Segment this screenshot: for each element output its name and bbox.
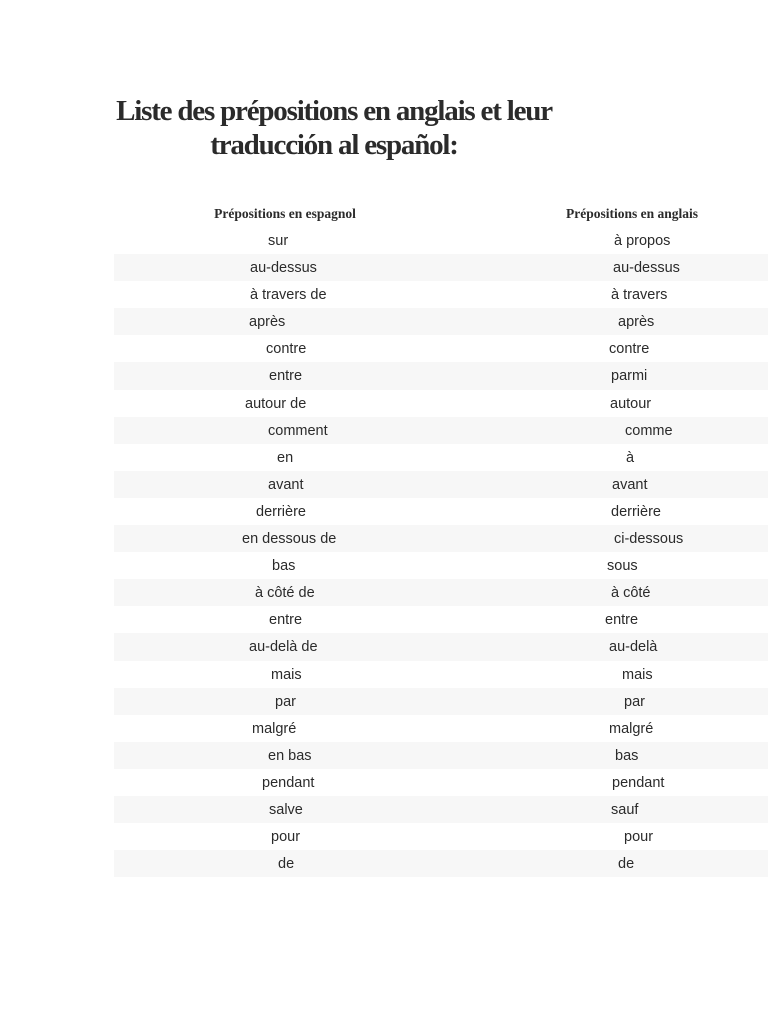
cell-spanish: en — [277, 449, 294, 466]
table-row — [114, 742, 768, 769]
cell-english: bas — [615, 747, 639, 764]
prepositions-table — [114, 200, 768, 877]
table-row — [114, 769, 768, 796]
table-row — [114, 661, 768, 688]
table-row — [114, 606, 768, 633]
table-row — [114, 823, 768, 850]
cell-english: à côté — [611, 585, 651, 602]
table-row — [114, 227, 768, 254]
cell-spanish: en bas — [268, 747, 312, 764]
cell-spanish: à travers de — [250, 287, 327, 304]
cell-english: à travers — [611, 287, 668, 304]
cell-english: malgré — [609, 720, 654, 737]
cell-spanish: entre — [269, 612, 303, 629]
cell-spanish: malgré — [252, 720, 297, 737]
cell-english: entre — [605, 612, 639, 629]
cell-spanish: au-dessus — [250, 260, 317, 277]
cell-english: de — [618, 856, 635, 873]
cell-english: derrière — [611, 503, 661, 520]
table-row — [114, 281, 768, 308]
cell-english: mais — [622, 666, 653, 683]
cell-spanish: derrière — [256, 503, 306, 520]
cell-spanish: pour — [271, 829, 301, 846]
table-row — [114, 417, 768, 444]
table-row — [114, 308, 768, 335]
table-row — [114, 715, 768, 742]
cell-spanish: avant — [268, 476, 304, 493]
cell-spanish: salve — [269, 801, 303, 818]
table-row — [114, 390, 768, 417]
cell-spanish: à côté de — [255, 585, 315, 602]
table-row — [114, 552, 768, 579]
cell-english: à — [626, 449, 635, 466]
cell-english: à propos — [614, 233, 671, 249]
table-row — [114, 471, 768, 498]
table-row — [114, 498, 768, 525]
table-row — [114, 444, 768, 471]
cell-english: ci-dessous — [614, 531, 684, 548]
cell-spanish: de — [278, 856, 295, 873]
cell-spanish: au-delà de — [249, 639, 318, 656]
cell-english: pendant — [612, 774, 665, 791]
cell-english: pour — [624, 829, 654, 846]
cell-spanish: contre — [266, 341, 307, 358]
cell-spanish: par — [275, 693, 296, 710]
header-english: Prépositions en anglais — [565, 206, 699, 221]
cell-english: par — [624, 693, 645, 710]
table-row — [114, 850, 768, 877]
cell-spanish: sur — [268, 233, 289, 249]
table-body — [114, 227, 768, 877]
table-row — [114, 335, 768, 362]
table-row — [114, 633, 768, 660]
cell-english: au-delà — [609, 639, 658, 656]
cell-spanish: entre — [269, 368, 303, 385]
cell-english: au-dessus — [613, 260, 680, 277]
cell-english: comme — [625, 422, 673, 439]
cell-english: sauf — [611, 801, 639, 818]
header-spanish: Prépositions en espagnol — [214, 206, 356, 221]
cell-english: autour — [610, 395, 652, 412]
page-title: Liste des prépositions en anglais et leur traducción al español: — [116, 95, 552, 161]
cell-english: parmi — [611, 368, 648, 385]
table-row — [114, 362, 768, 389]
cell-spanish: comment — [268, 422, 328, 439]
table-row — [114, 525, 768, 552]
table-row — [114, 688, 768, 715]
cell-spanish: pendant — [262, 774, 315, 791]
cell-english: avant — [612, 476, 648, 493]
cell-english: contre — [609, 341, 650, 358]
cell-english: après — [618, 314, 655, 331]
cell-spanish: en dessous de — [242, 531, 337, 548]
table-row — [114, 579, 768, 606]
cell-spanish: autour de — [245, 395, 307, 412]
cell-spanish: après — [249, 314, 286, 331]
table-header — [114, 200, 768, 227]
cell-spanish: bas — [272, 558, 296, 575]
table-row — [114, 254, 768, 281]
cell-spanish: mais — [271, 666, 302, 683]
cell-english: sous — [607, 558, 638, 575]
table-row — [114, 796, 768, 823]
